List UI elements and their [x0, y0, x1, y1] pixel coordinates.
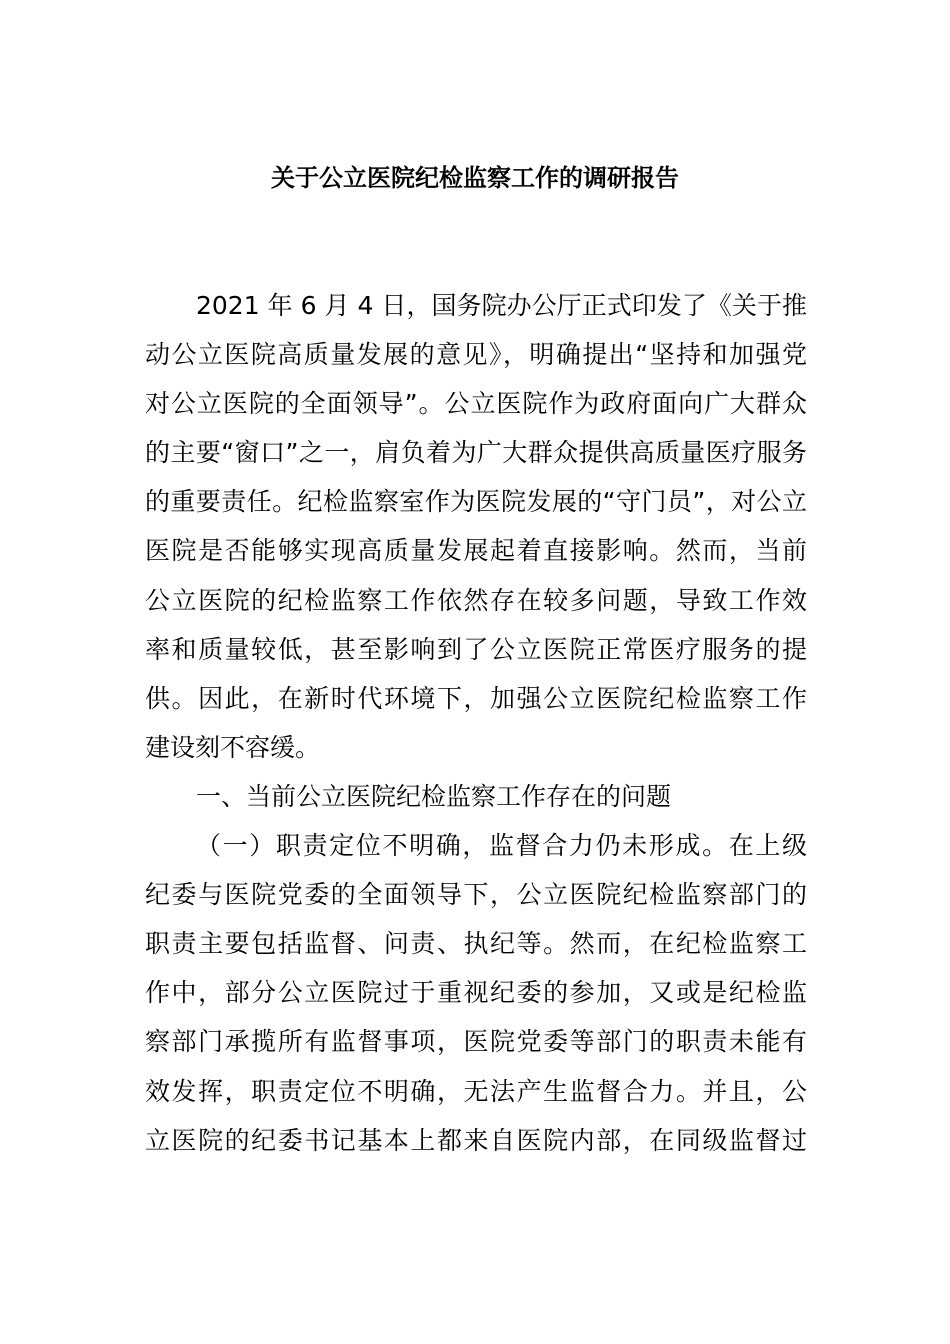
paragraph-line: 察部门承揽所有监督事项，医院党委等部门的职责未能有 — [145, 1027, 807, 1057]
paragraph-line: 对公立医院的全面领导”。公立医院作为政府面向广大群众 — [145, 389, 807, 419]
paragraph-line: 医院是否能够实现高质量发展起着直接影响。然而，当前 — [145, 536, 807, 566]
subsection-heading-line: （一）职责定位不明确，监督合力仍未形成。在上级 — [196, 831, 807, 861]
paragraph-line: 职责主要包括监督、问责、执纪等。然而，在纪检监察工 — [145, 929, 807, 959]
paragraph-line: 作中，部分公立医院过于重视纪委的参加，又或是纪检监 — [145, 978, 807, 1008]
document-body — [145, 281, 807, 1165]
paragraph-line: 效发挥，职责定位不明确，无法产生监督合力。并且，公 — [145, 1076, 807, 1106]
paragraph-line: 的重要责任。纪检监察室作为医院发展的“守门员”，对公立 — [145, 487, 807, 517]
paragraph-line: 的主要“窗口”之一，肩负着为广大群众提供高质量医疗服务 — [145, 438, 807, 468]
paragraph-line: 动公立医院高质量发展的意见》，明确提出“坚持和加强党 — [145, 340, 807, 370]
paragraph-line: 供。因此，在新时代环境下，加强公立医院纪检监察工作 — [145, 683, 807, 713]
paragraph-line: 2021 年 6 月 4 日，国务院办公厅正式印发了《关于推 — [196, 291, 807, 320]
paragraph-line: 纪委与医院党委的全面领导下，公立医院纪检监察部门的 — [145, 880, 807, 910]
document-title: 关于公立医院纪检监察工作的调研报告 — [271, 164, 679, 192]
paragraph-line: 建设刻不容缓。 — [145, 732, 321, 762]
paragraph-line: 立医院的纪委书记基本上都来自医院内部，在同级监督过 — [145, 1125, 807, 1155]
section-heading: 一、当前公立医院纪检监察工作存在的问题 — [196, 781, 672, 811]
paragraph-line: 率和质量较低，甚至影响到了公立医院正常医疗服务的提 — [145, 634, 807, 664]
paragraph-line: 公立医院的纪检监察工作依然存在较多问题，导致工作效 — [145, 585, 807, 615]
